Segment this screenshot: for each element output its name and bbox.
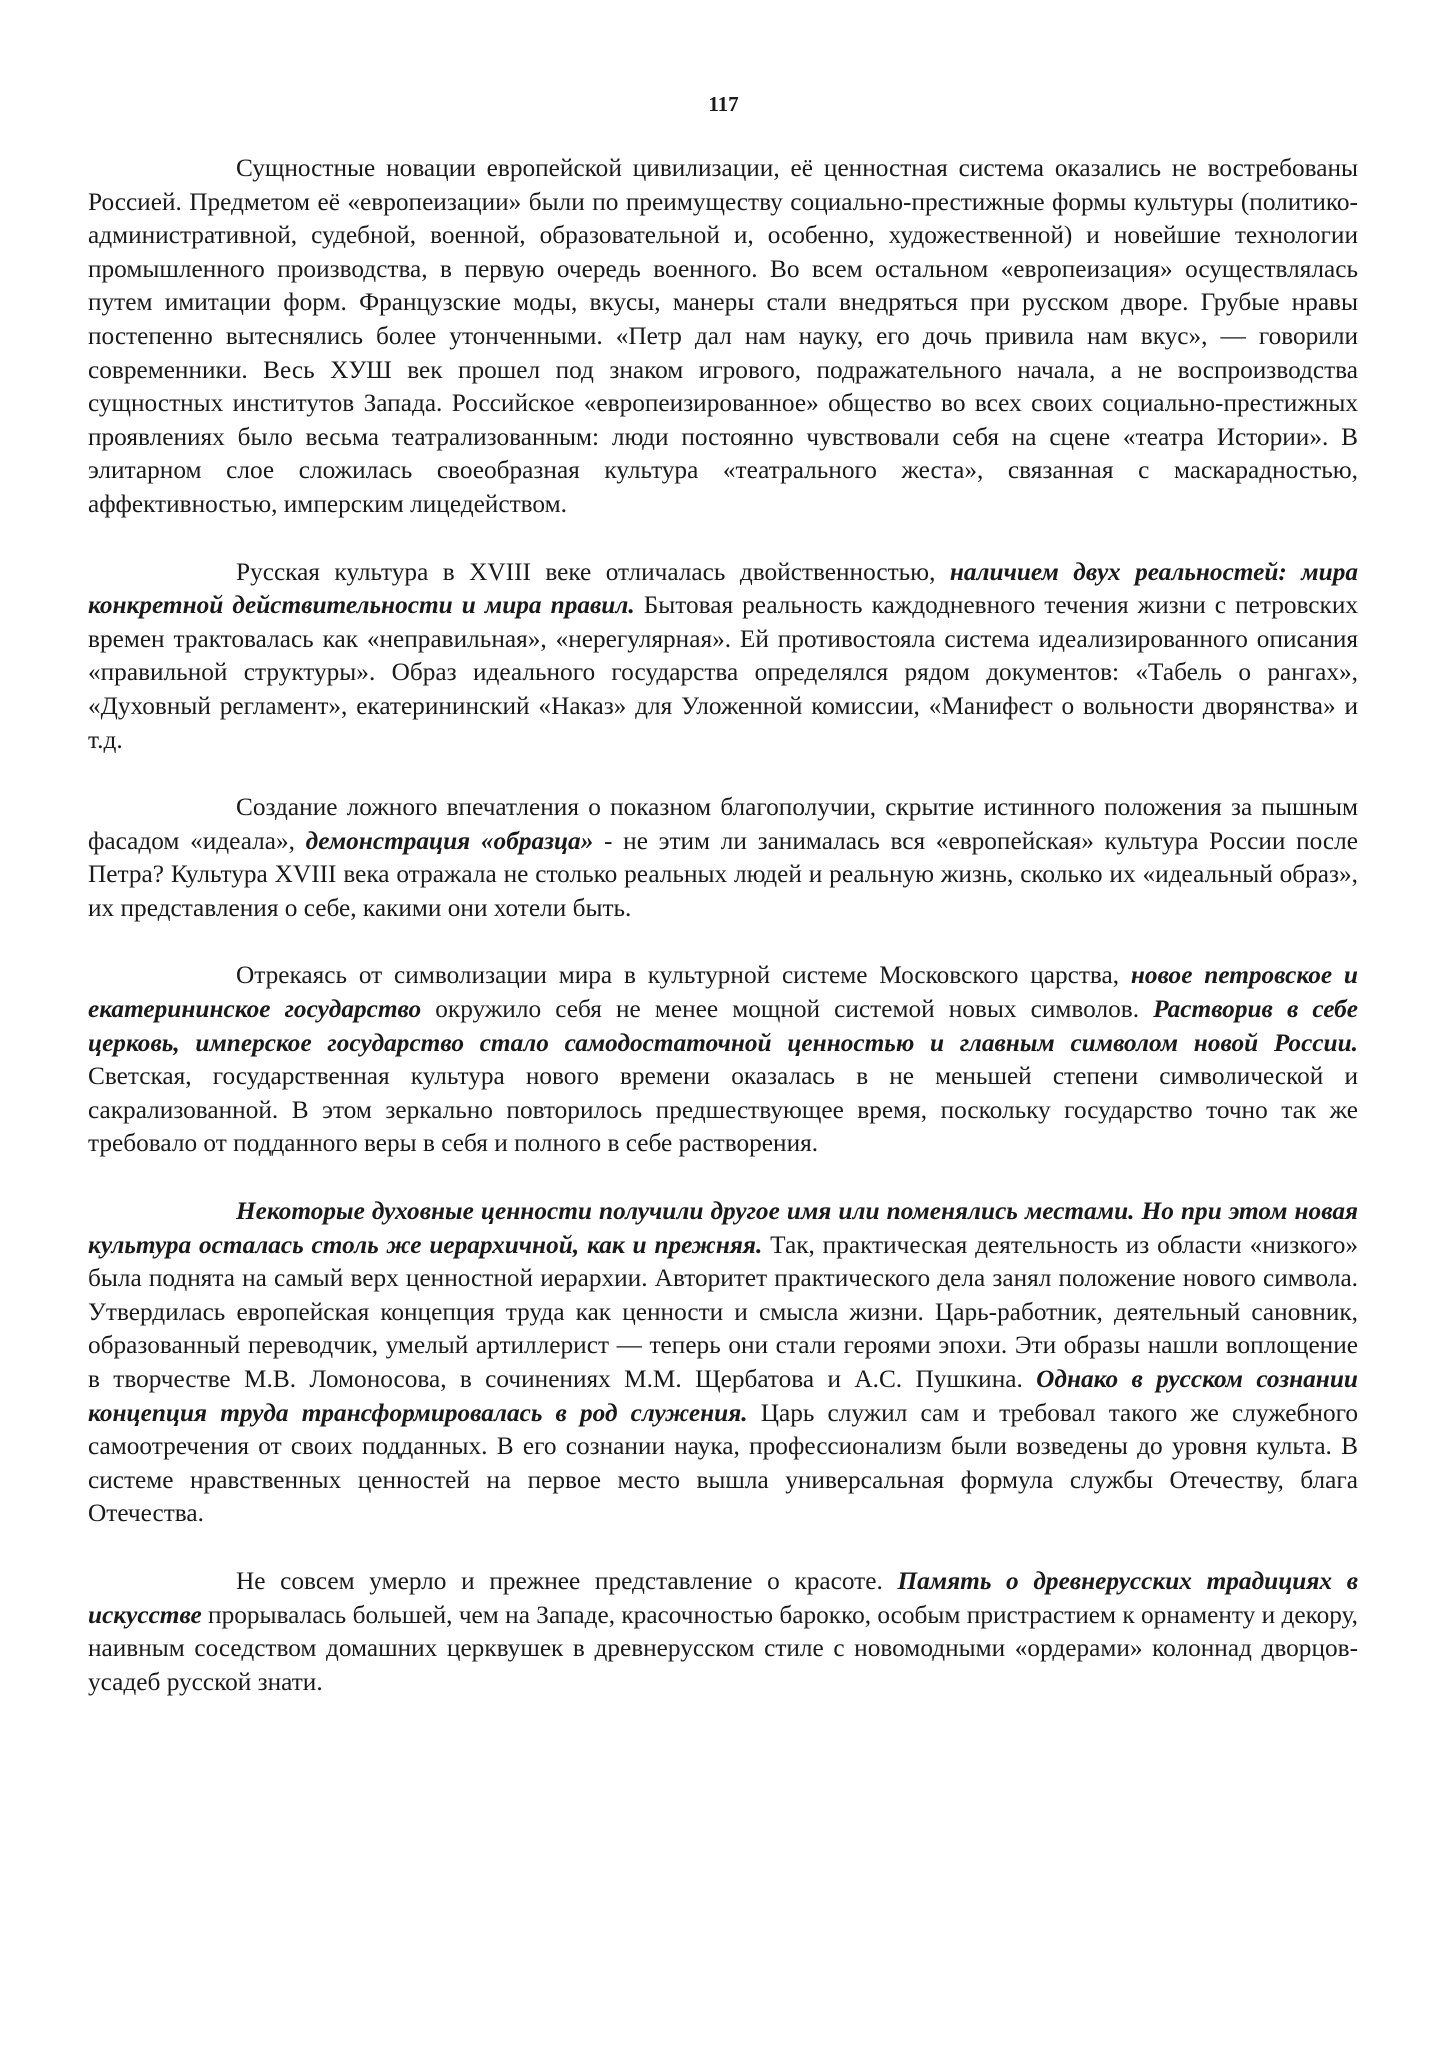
text-span: - не этим ли занималась вся «европейская» культура России после Петра? Культура XVIII века отражала не столько реальных людей и реальную жизнь, сколько их «идеальный образ», их представления о себе, какими они хотели быть. bbox=[88, 826, 1358, 922]
emphasis-span: демонстрация «образца» bbox=[305, 826, 594, 855]
paragraph-3 bbox=[88, 791, 1358, 925]
emphasis-span: Память о древнерусских традициях в искусстве bbox=[88, 1566, 1358, 1629]
emphasis-span: Некоторые духовные ценности получили другое имя или поменялись местами. Но при этом новая культура осталась столь же иерархичной, как и прежняя. bbox=[88, 1197, 1358, 1259]
emphasis-span: новое петровское и екатерининское государство bbox=[88, 961, 1359, 1024]
text-span: Создание ложного впечатления о показном благополучии, скрытие истинного положения за пышным фасадом «идеала», bbox=[88, 793, 1358, 855]
text-span: прорывалась большей, чем на Западе, красочностью барокко, особым пристрастием к орнаменту и декору, наивным соседством домашних церквушек в древнерусском стиле с новомодными «ордерами» колоннад дворцов-усадеб русской знати. bbox=[88, 1600, 1358, 1696]
text-span: Светская, государственная культура нового времени оказалась в не меньшей степени символической и сакрализованной. В этом зеркально повторилось предшествующее время, поскольку государство точно так же требовало от подданного веры в себя и полного в себе растворения. bbox=[88, 1062, 1358, 1158]
emphasis-span: наличием двух реальностей: мира конкретной действительности и мира правил. bbox=[88, 557, 1358, 620]
text-span: Бытовая реальность каждодневного течения жизни с петровских времен трактовалась как «неправильная», «нерегулярная». Ей противостояла система идеализированного описания «правильной структуры». Образ идеального государства определялся рядом документов: «Табель о рангах», «Духовный регламент», екатерининский «Наказ» для Уложенной комиссии, «Манифест о вольности дворянства» и т.д. bbox=[88, 591, 1358, 754]
text-span: Так, практическая деятельность из области «низкого» была поднята на самый верх ценностной иерархии. Авторитет практического дела занял положение нового символа. Утвердилась европейская концепция труда как ценности и смысла жизни. Царь-работник, деятельный сановник, образованный переводчик, умелый артиллерист — теперь они стали героями эпохи. Эти образы нашли воплощение в творчестве М.В. Ломоносова, в сочинениях М.М. Щербатова и А.С. Пушкина. bbox=[88, 1230, 1358, 1393]
paragraph-4 bbox=[88, 959, 1358, 1161]
text-span: окружило себя не менее мощной системой новых символов. bbox=[421, 995, 1154, 1024]
document-body bbox=[88, 152, 1358, 1733]
emphasis-span: Однако в русском сознании концепция труда трансформировалась в род служения. bbox=[88, 1365, 1358, 1427]
text-span: Сущностные новации европейской цивилизации, её ценностная система оказались не востребованы Россией. Предметом её «европеизации» были по преимуществу социально-престижные формы культуры (политико-административной, судебной, военной, образовательной и, особенно, художественной) и новейшие технологии промышленного производства, в первую очередь военного. Во всем остальном «европеизация» осуществлялась путем имитации форм. Французские моды, вкусы, манеры стали внедряться при русском дворе. Грубые нравы постепенно вытеснялись более утонченными. «Петр дал нам науку, его дочь привила нам вкус», — говорили современники. Весь ХУШ век прошел под знаком игрового, подражательного начала, а не воспроизводства сущностных институтов Запада. Российское «европеизированное» общество во всех своих социально-престижных проявлениях было весьма театрализованным: люди постоянно чувствовали себя на сцене «театра Истории». В элитарном слое сложилась своеобразная культура «театрального жеста», связанная с маскарадностью, аффективностью, имперским лицедейством. bbox=[88, 154, 1358, 518]
paragraph-5 bbox=[88, 1195, 1358, 1531]
text-span: Русская культура в XVIII веке отличалась двойственностью, bbox=[236, 557, 950, 586]
paragraph-6 bbox=[88, 1565, 1358, 1699]
page-number: 117 bbox=[708, 92, 739, 116]
text-span: Не совсем умерло и прежнее представление о красоте. bbox=[236, 1566, 898, 1595]
paragraph-1 bbox=[88, 152, 1358, 522]
emphasis-span: Растворив в себе церковь, имперское государство стало самодостаточной ценностью и главным символом новой России. bbox=[88, 995, 1358, 1057]
text-span: Царь служил сам и требовал такого же служебного самоотречения от своих подданных. В его сознании наука, профессионализм были возведены до уровня культа. В системе нравственных ценностей на первое место вышла универсальная формула службы Отечеству, блага Отечества. bbox=[88, 1398, 1358, 1528]
text-span: Отрекаясь от символизации мира в культурной системе Московского царства, bbox=[236, 961, 1131, 990]
paragraph-2 bbox=[88, 556, 1358, 758]
